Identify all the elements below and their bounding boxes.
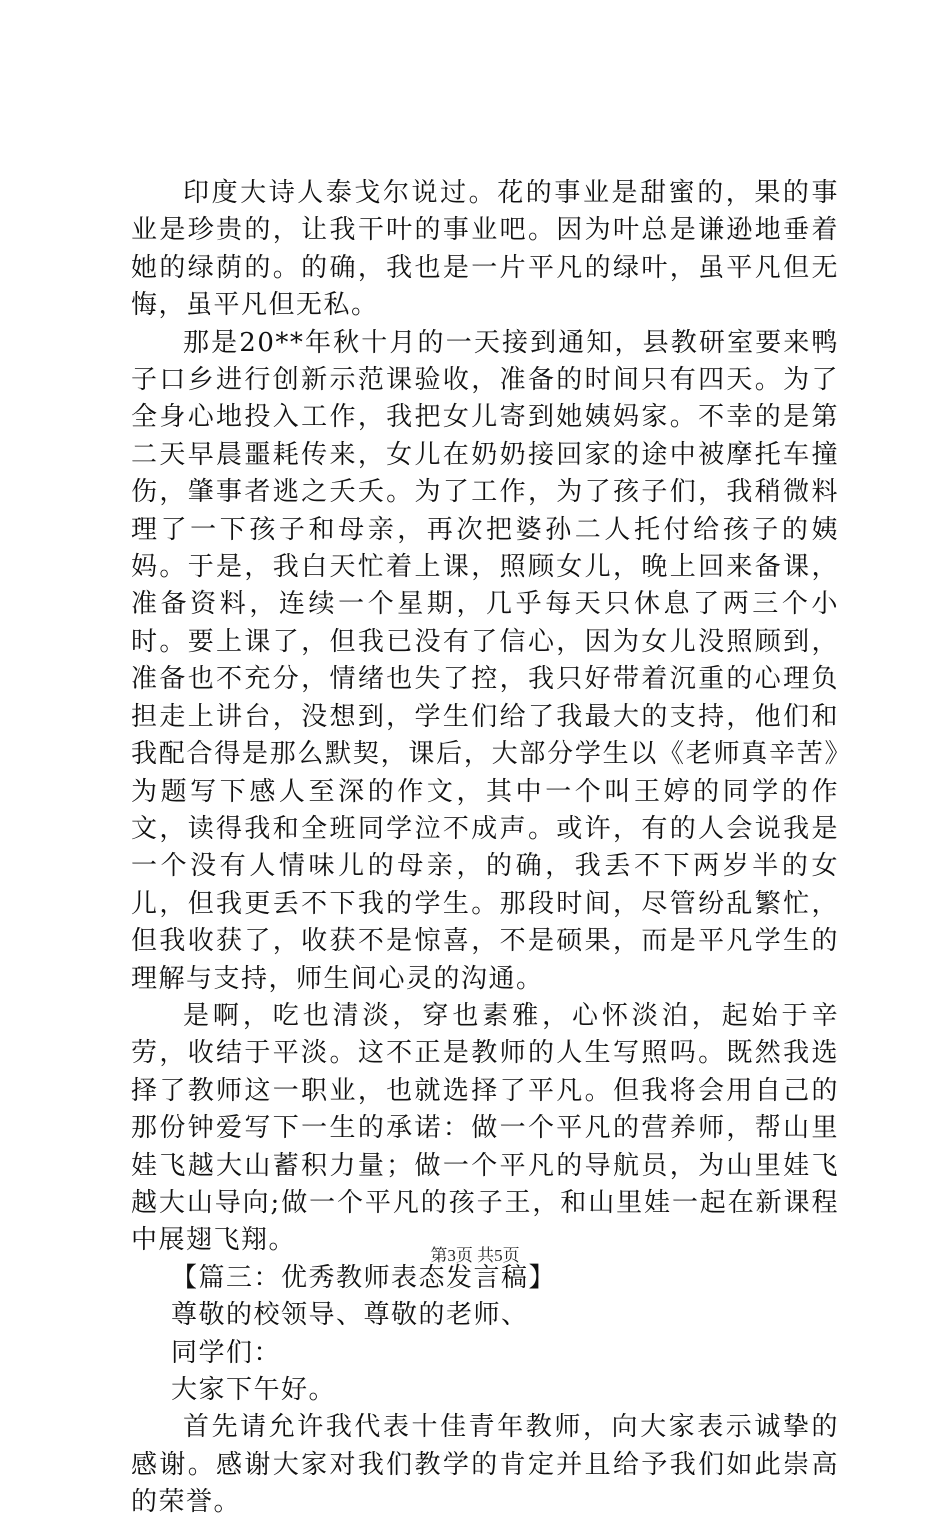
- greeting-line: 大家下午好。: [171, 1375, 337, 1405]
- page-number-footer: 第3页 共5页: [430, 1246, 520, 1265]
- paragraph-demo-class-story: 那是20**年秋十月的一天接到通知，县教研室要来鸭子口乡进行创新示范课验收，准备的时间只有四天。为了全身心地投入工作，我把女儿寄到她姨妈家。不幸的是第二天早晨噩耗传来，女儿在奶奶接回家的途中被摩托车撞伤，肇事者逃之夭夭。为了工作，为了孩子们，我稍微料理了一下孩子和母亲，再次把婆孙二人托付给孩子的姨妈。于是，我白天忙着上课，照顾女儿，晚上回来备课，准备资料，连续一个星期，几乎每天只休息了两三个小时。要上课了，但我已没有了信心，因为女儿没照顾到，准备也不充分，情绪也失了控，我只好带着沉重的心理负担走上讲台，没想到，学生们给了我最大的支持，他们和我配合得是那么默契，课后，大部分学生以《老师真辛苦》为题写下感人至深的作文，其中一个叫王婷的同学的作文，读得我和全班同学泣不成声。或许，有的人会说我是一个没有人情味儿的母亲，的确，我丢不下两岁半的女儿，但我更丢不下我的学生。那段时间，尽管纷乱繁忙，但我收获了，收获不是惊喜，不是硕果，而是平凡学生的理解与支持，师生间心灵的沟通。: [131, 327, 839, 994]
- document-body: [131, 175, 839, 1522]
- section-heading: 【篇三：优秀教师表态发言稿】: [171, 1262, 557, 1293]
- paragraph-thanks: 首先请允许我代表十佳青年教师，向大家表示诚挚的感谢。感谢大家对我们教学的肯定并且给予我们如此崇高的荣誉。: [131, 1412, 839, 1518]
- paragraph-teacher-life: 是啊，吃也清淡，穿也素雅，心怀淡泊，起始于辛劳，收结于平淡。这不正是教师的人生写照吗。既然我选择了教师这一职业，也就选择了平凡。但我将会用自己的那份钟爱写下一生的承诺：做一个平凡的营养师，帮山里娃飞越大山蓄积力量；做一个平凡的导航员，为山里娃飞越大山导向;做一个平凡的孩子王，和山里娃一起在新课程中展翅飞翔。: [131, 1000, 839, 1256]
- salutation-line-2: 同学们：: [171, 1337, 282, 1368]
- salutation-line-1: 尊敬的校领导、尊敬的老师、: [171, 1300, 529, 1331]
- paragraph-tagore: 印度大诗人泰戈尔说过。花的事业是甜蜜的，果的事业是珍贵的，让我干叶的事业吧。因为叶总是谦逊地垂着她的绿荫的。的确，我也是一片平凡的绿叶，虽平凡但无悔，虽平凡但无私。: [131, 178, 839, 321]
